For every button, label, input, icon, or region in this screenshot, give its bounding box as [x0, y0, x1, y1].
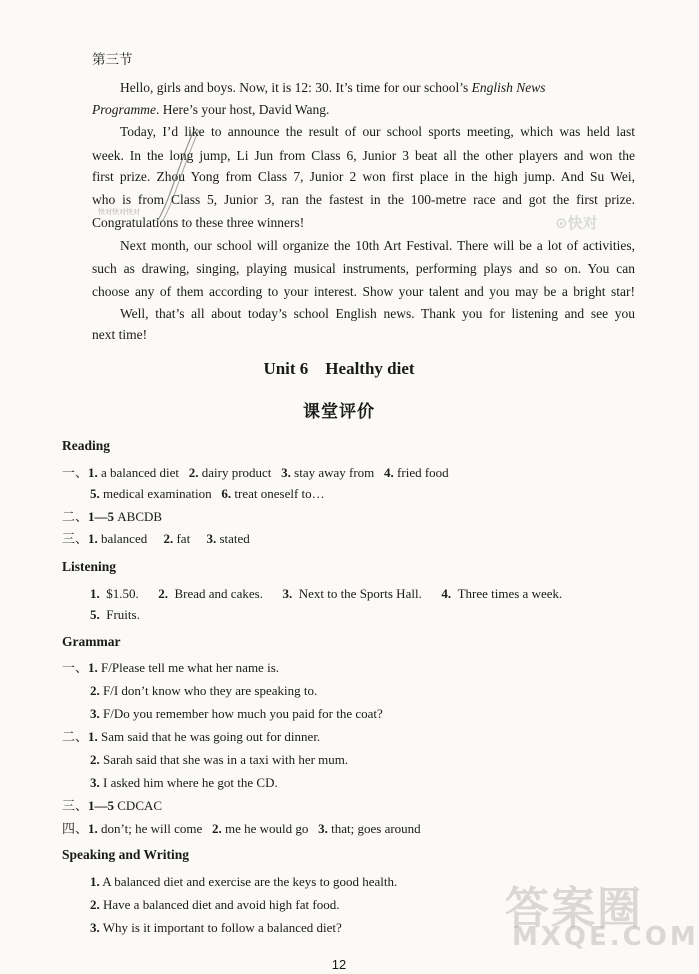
paragraph-line: Programme. Here’s your host, David Wang.: [92, 102, 330, 117]
answer-row: 3. F/Do you remember how much you paid for the coat?: [90, 706, 383, 721]
answer-row: 5. Fruits.: [90, 607, 140, 622]
watermark-logo: ⊙快对: [555, 214, 598, 232]
answer-row: 2. Sarah said that she was in a taxi with her mum.: [90, 752, 349, 767]
answer-row: 5. medical examination 6. treat oneself to…: [90, 486, 325, 501]
paragraph-line: next time!: [92, 327, 148, 342]
answer-row: 2. F/I don’t know who they are speaking to.: [90, 683, 318, 698]
paragraph-line: Congratulations to these three winners!: [92, 215, 305, 230]
paragraph-line: such as drawing, singing, playing musical instruments, performing plays and so on. You can: [92, 261, 635, 276]
unit-subtitle: 课堂评价: [303, 402, 375, 421]
answer-row: 3. I asked him where he got the CD.: [90, 775, 278, 790]
answer-row: 三、1. balanced 2. fat 3. stated: [62, 531, 250, 546]
answer-row: 1. $1.50. 2. Bread and cakes. 3. Next to the Sports Hall. 4. Three times a week.: [90, 586, 563, 601]
paragraph-line: choose any of them according to your interest. Show your talent and you may be a bright star!: [92, 284, 635, 299]
pen-mark-icon: [150, 120, 210, 230]
listening-heading: Listening: [62, 559, 117, 574]
answer-row: 一、1. F/Please tell me what her name is.: [62, 660, 279, 675]
answer-row: 3. Why is it important to follow a balanced diet?: [90, 920, 342, 935]
answer-row: 四、1. don’t; he will come 2. me he would go 3. that; goes around: [62, 821, 421, 836]
speaking-heading: Speaking and Writing: [62, 847, 190, 862]
paragraph-line: Hello, girls and boys. Now, it is 12: 30. It’s time for our school’s English News: [120, 80, 546, 95]
watermark-logo-icon: ⊙: [555, 214, 568, 232]
watermark-site-top: 答案圈: [505, 883, 643, 934]
answer-row: 二、1. Sam said that he was going out for dinner.: [62, 729, 321, 744]
answer-row: 1. A balanced diet and exercise are the keys to good health.: [90, 874, 398, 889]
answer-row: 三、1—5 CDCAC: [62, 798, 163, 813]
unit-title: Unit 6 Healthy diet: [263, 359, 415, 378]
watermark-stamp: 快对快对快对: [98, 208, 140, 216]
paragraph-line: Today, I’d like to announce the result of our school sports meeting, which was held last: [120, 124, 635, 139]
page-number: 12: [331, 957, 347, 972]
answer-row: 一、1. a balanced diet 2. dairy product 3. stay away from 4. fried food: [62, 465, 449, 480]
paragraph-line: Well, that’s all about today’s school English news. Thank you for listening and see you: [120, 306, 635, 321]
reading-heading: Reading: [62, 438, 111, 453]
watermark-site-bottom: MXQE.COM: [512, 922, 699, 952]
paragraph-line: week. In the long jump, Li Jun from Class 6, Junior 3 beat all the other players and won the: [92, 148, 635, 163]
answer-row: 2. Have a balanced diet and avoid high fat food.: [90, 897, 340, 912]
answer-row: 二、1—5 ABCDB: [62, 509, 163, 524]
section-title: 第三节: [92, 52, 133, 67]
paragraph-line: Next month, our school will organize the 10th Art Festival. There will be a lot of activities,: [120, 238, 635, 253]
grammar-heading: Grammar: [62, 634, 121, 649]
paragraph-line: first prize. Zhou Yong from Class 7, Junior 2 won first place in the high jump. And Su Wei,: [92, 169, 635, 184]
paragraph-line: who is from Class 5, Junior 3, ran the fastest in the 100-metre race and got the first prize.: [92, 192, 635, 207]
